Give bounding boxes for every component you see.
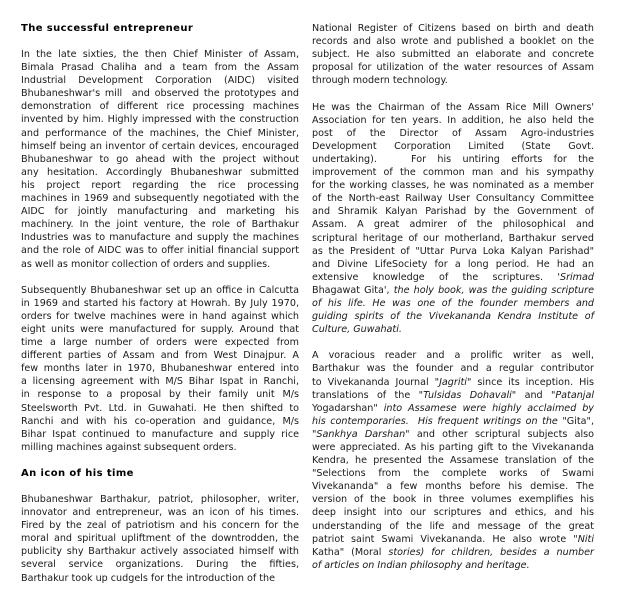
text-line: Vivekananda" a few months before his demise. The	[312, 481, 594, 493]
text-line: Bhubaneshwar Barthakur, patriot, philosopher, writer,	[21, 494, 299, 505]
text-line: eight units were manufactured for supply. Around that	[21, 323, 299, 335]
text-line: Bimala Prasad Chaliha and a team from the Assam	[21, 62, 299, 74]
text-line: any hesitation. Accordingly Bhubaneshwar submitted	[21, 166, 299, 178]
text-line: for the working classes, he was nominated as a member	[312, 180, 594, 192]
text-line: several service organizations. During the fifties,	[21, 559, 299, 571]
text-line: were appreciated. As his parting gift to the Vivekananda	[312, 442, 594, 453]
text-line: Bihar Ispat continued to manufacture and supply rice	[21, 428, 299, 440]
text-line: in response to a proposal by their family unit M/s	[21, 389, 299, 401]
text-line: his project report regarding the rice processing	[21, 179, 299, 191]
text-line: few months later in 1970, Bhubaneshwar entered into	[21, 363, 299, 375]
text-line: to Vivekananda Journal "Jagriti" since its inception. His	[312, 376, 594, 388]
text-line: in 1969 and started his factory at Howrah. By July 1970,	[21, 297, 299, 309]
paragraph	[21, 48, 299, 271]
text-line: milling machines against subsequent orders.	[21, 441, 237, 453]
text-line: Association for ten years. In addition, he also held the	[312, 114, 594, 126]
right-column	[312, 22, 594, 572]
section-heading-successful-entrepreneur: The successful entrepreneur	[21, 23, 194, 34]
text-line: patriot saint Swami Vivekananda. He also wrote "Niti	[312, 533, 594, 545]
paragraph	[312, 22, 594, 87]
text-line: Kendra, he presented the Assamese translation of the	[312, 455, 594, 467]
text-line: demonstration of different rice processing machines	[21, 101, 299, 113]
text-line: Bhagawat Gita', the holy book, was the guiding scripture	[312, 284, 594, 296]
text-line: Fired by the zeal of patriotism and his concern for the	[21, 520, 299, 532]
text-line: guiding spirits of the Vivekananda Kendra Institute of	[312, 311, 594, 323]
text-line: version of the book in three volumes exemplifies his	[312, 494, 594, 506]
text-line: scriptural heritage of our motherland, Barthakur served	[312, 232, 594, 244]
text-line: different parties of Assam and from West Dinajpur. A	[21, 350, 299, 362]
text-line: In the late sixties, the then Chief Minister of Assam,	[21, 49, 299, 60]
text-line: invented by him. Highly impressed with the construction	[21, 114, 299, 126]
text-line: his contemporaries. His frequent writings on the "Gita",	[312, 415, 594, 427]
text-line: Industries was to manufacture and supply the machines	[21, 232, 299, 244]
paragraph	[21, 493, 299, 585]
text-line: and Shramik Kalyan Parishad by the Government of	[312, 206, 594, 218]
text-line: Ranchi and with his co-operation and guidance, M/s	[21, 415, 299, 427]
text-line: orders for twelve machines were in hand against which	[21, 310, 299, 322]
text-line: publicity shy Barthakur actively associated himself with	[21, 546, 299, 558]
text-line: himself being an inventor of certain devices, encouraged	[21, 140, 299, 152]
text-line: and the role of AIDC was to offer initial financial support	[21, 245, 299, 257]
text-line: Development Corporation Limited (State Govt.	[312, 140, 594, 152]
paragraph	[312, 349, 594, 572]
section-heading-icon-of-his-time: An icon of his time	[21, 468, 134, 479]
text-line: and Divine LifeSociety for a long period. He had an	[312, 258, 594, 270]
text-line: undertaking). For his untiring efforts for the	[312, 153, 594, 165]
text-line: Culture, Guwahati.	[312, 324, 402, 336]
text-line: Barthakur took up cudgels for the introduction of the	[21, 572, 275, 584]
text-line: through modern technology.	[312, 75, 448, 87]
text-line: of his life. He was one of the founder members and	[312, 297, 594, 309]
text-line: understanding of the life and message of the great	[312, 520, 594, 532]
text-line: and performance of the machines, the Chief Minister,	[21, 127, 299, 139]
text-line: post of the Director of Assam Agro-industries	[312, 127, 594, 139]
text-line: a licensing agreement with M/S Bihar Ispat in Ranchi,	[21, 376, 299, 388]
left-column	[21, 22, 299, 585]
text-line: AIDC for jointly manufacturing and marketing his	[21, 206, 299, 218]
text-line: of the North-east Railway User Consultancy Committee	[312, 193, 594, 205]
text-line: A voracious reader and a prolific writer as well,	[312, 350, 594, 362]
text-line: deep insight into our scriptures and ethics, and his	[312, 507, 594, 519]
text-line: records and also wrote and published a booklet on the	[312, 36, 594, 48]
text-line: proposal for utilization of the water resources of Assam	[312, 62, 594, 74]
text-line: "Sankhya Darshan" and other scriptural subjects also	[312, 428, 595, 440]
text-line: of articles on Indian philosophy and heritage.	[312, 559, 530, 571]
text-line: innovator and entrepreneur, was an icon of his times.	[21, 507, 299, 519]
text-line: "Selections from the complete works of Swami	[312, 468, 594, 480]
text-line: improvement of the common man and his sympathy	[312, 167, 594, 179]
text-line: moral and spiritual upliftment of the downtrodden, the	[21, 533, 299, 545]
text-line: Subsequently Bhubaneshwar set up an office in Calcutta	[21, 284, 299, 296]
text-line: as the President of "Uttar Purva Loka Kalyan Parishad"	[312, 245, 594, 257]
text-line: Assam. A great admirer of the philosophical and	[312, 219, 594, 231]
text-line: Katha" (Moral stories) for children, besides a number	[312, 546, 594, 558]
text-line: Industrial Development Corporation (AIDC) visited	[21, 75, 299, 87]
text-line: Bhubaneshwar's mill and observed the prototypes and	[21, 88, 299, 100]
text-line: Barthakur was the founder and a regular contributor	[312, 363, 594, 375]
text-line: machines in 1969 and subsequently negotiated with the	[21, 193, 299, 205]
text-line: machinery. In the joint venture, the role of Barthakur	[21, 219, 299, 231]
text-line: as well as monitor collection of orders and supplies.	[21, 258, 271, 270]
text-line: Bhubaneshwar to go ahead with the project without	[21, 153, 299, 165]
text-line: National Register of Citizens based on birth and death	[312, 23, 594, 34]
text-line: translations of the "Tulsidas Dohavali" and "Patanjal	[312, 389, 594, 401]
text-line: He was the Chairman of the Assam Rice Mill Owners'	[312, 101, 594, 113]
text-line: subject. He also submitted an elaborate and concrete	[312, 49, 594, 61]
text-line: time a large number of orders were expected from	[21, 337, 299, 349]
paragraph	[21, 284, 299, 454]
text-line: Yogadarshan" into Assamese were highly acclaimed by	[312, 402, 594, 414]
text-line: extensive knowledge of the scriptures. 'Srimad	[312, 271, 594, 283]
paragraph	[312, 101, 594, 337]
text-line: Steelsworth Pvt. Ltd. in Guwahati. He then shifted to	[21, 402, 299, 414]
